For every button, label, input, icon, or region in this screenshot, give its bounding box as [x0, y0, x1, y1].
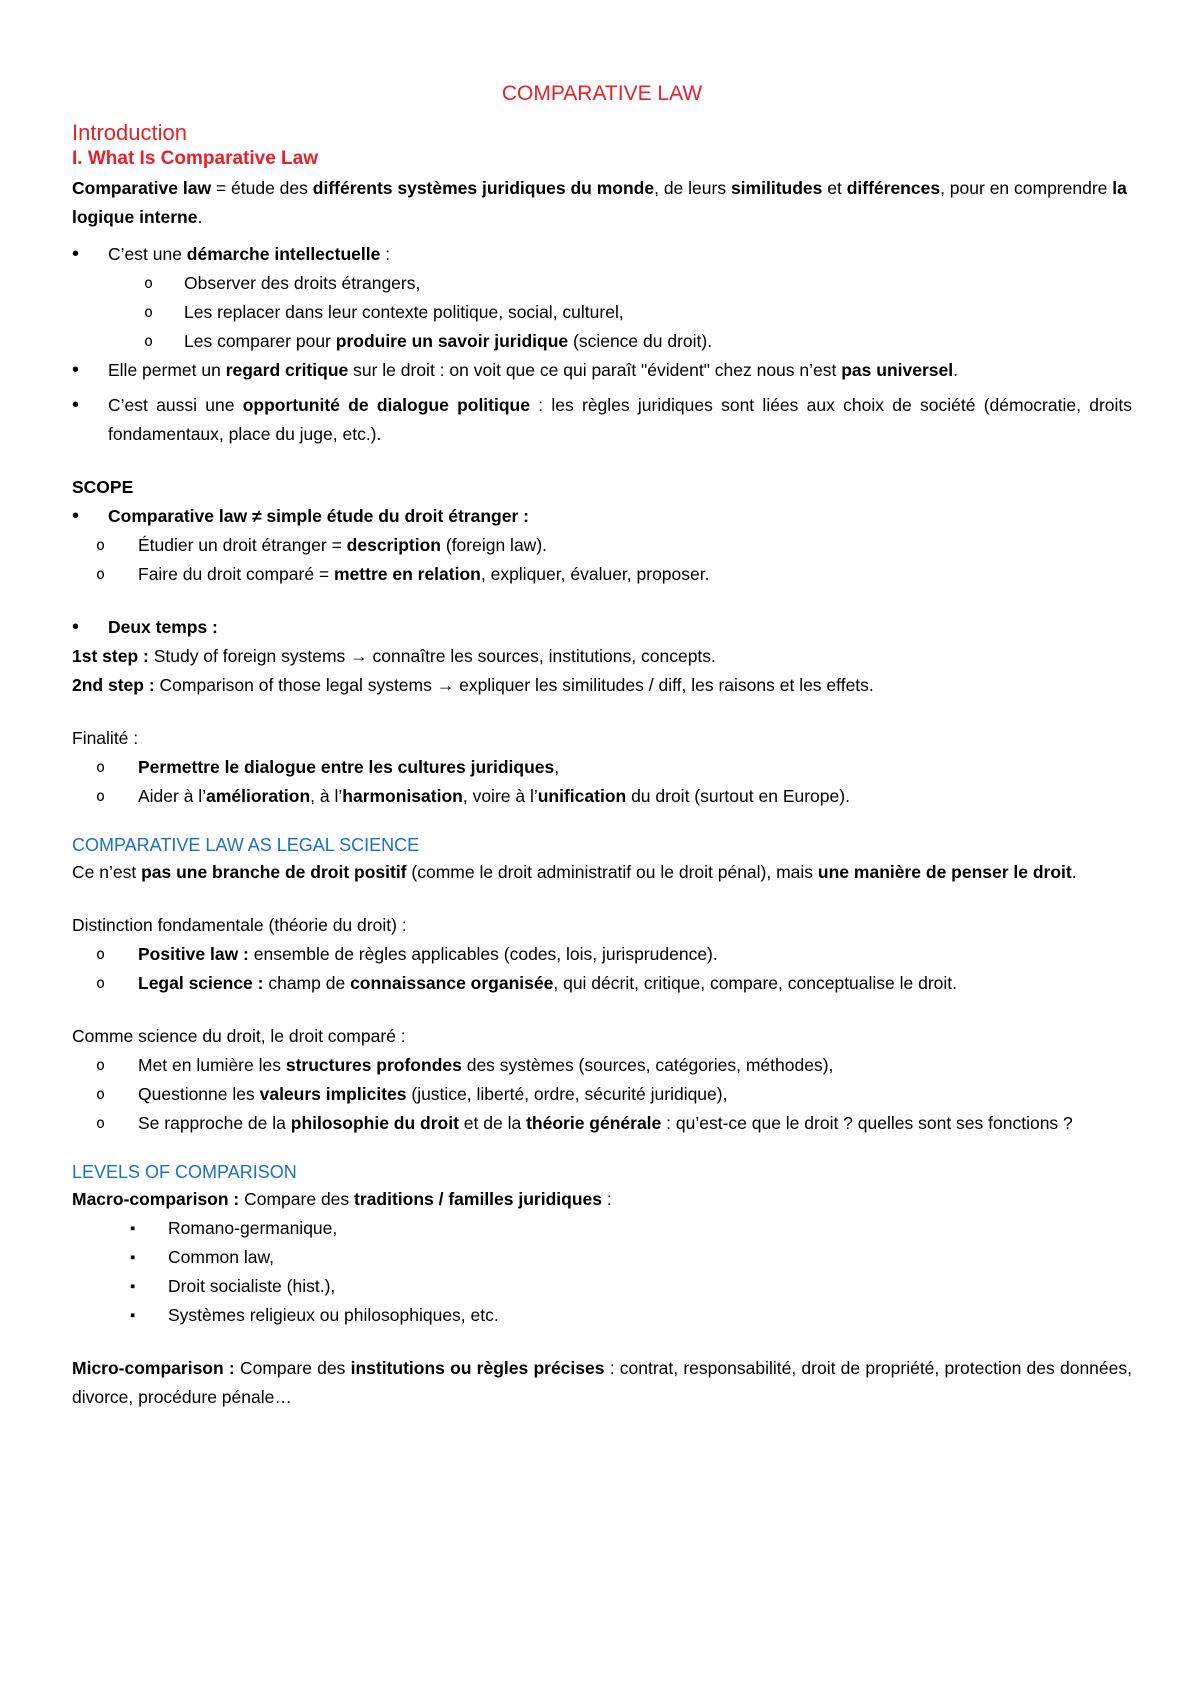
document-content: [72, 72, 1132, 1412]
intro-subheading: I. What Is Comparative Law: [72, 148, 318, 169]
list-item: o Les replacer dans leur contexte politique, social, culturel,: [72, 298, 1132, 327]
distinction-list: [72, 940, 1132, 998]
list-item: • Deux temps :: [72, 613, 1132, 642]
list-item: o Observer des droits étrangers,: [72, 269, 1132, 298]
science-list: [72, 1051, 1132, 1138]
list-item: ▪ Droit socialiste (hist.),: [72, 1272, 1132, 1301]
list-item: o Étudier un droit étranger = description (foreign law).: [72, 531, 1132, 560]
intro-bullet-list: [72, 240, 1132, 449]
list-item: ▪ Systèmes religieux ou philosophiques, etc.: [72, 1301, 1132, 1330]
finalite-label: Finalité :: [72, 728, 139, 748]
definition-paragraph: Comparative law = étude des différents systèmes juridiques du monde, de leurs similitudes et différences, pour en comprendre la logique interne.: [72, 178, 1127, 227]
list-item: • C’est une démarche intellectuelle :: [72, 240, 1132, 269]
list-item: o Se rapproche de la philosophie du droit et de la théorie générale : qu’est-ce que le droit ? quelles sont ses fonctions ?: [72, 1109, 1132, 1138]
list-item: o Les comparer pour produire un savoir juridique (science du droit).: [72, 327, 1132, 356]
list-item: o Aider à l’amélioration, à l’harmonisation, voire à l’unification du droit (surtout en Europe).: [72, 782, 1132, 811]
micro-comparison: Micro-comparison : Compare des institutions ou règles précises : contrat, responsabilité, droit de propriété, protection des données, divorce, procédure pénale…: [72, 1358, 1132, 1407]
finalite-list: [72, 753, 1132, 811]
distinction-label: Distinction fondamentale (théorie du droit) :: [72, 915, 407, 935]
list-item: • Elle permet un regard critique sur le droit : on voit que ce qui paraît "évident" chez nous n’est pas universel.: [72, 356, 1132, 385]
levels-heading: LEVELS OF COMPARISON: [72, 1162, 297, 1182]
macro-comparison: Macro-comparison : Compare des traditions / familles juridiques :: [72, 1189, 612, 1209]
legal-science-paragraph: Ce n’est pas une branche de droit positif (comme le droit administratif ou le droit pénal), mais une manière de penser le droit.: [72, 862, 1077, 882]
intro-heading: Introduction: [72, 120, 187, 145]
step-2: 2nd step : Comparison of those legal systems → expliquer les similitudes / diff, les raisons et les effets.: [72, 675, 874, 695]
scope-steps-list: [72, 613, 1132, 642]
list-item: ▪ Common law,: [72, 1243, 1132, 1272]
legal-science-heading: COMPARATIVE LAW AS LEGAL SCIENCE: [72, 835, 420, 855]
families-list: [72, 1214, 1132, 1330]
list-item: o Faire du droit comparé = mettre en relation, expliquer, évaluer, proposer.: [72, 560, 1132, 589]
list-item: o Questionne les valeurs implicites (justice, liberté, ordre, sécurité juridique),: [72, 1080, 1132, 1109]
list-item: • C’est aussi une opportunité de dialogue politique : les règles juridiques sont liées aux choix de société (démocratie, droits fondamentaux, place du juge, etc.).: [72, 391, 1132, 449]
list-item: ▪ Romano-germanique,: [72, 1214, 1132, 1243]
comme-label: Comme science du droit, le droit comparé :: [72, 1026, 406, 1046]
document-title: COMPARATIVE LAW: [501, 82, 703, 105]
list-item: o Permettre le dialogue entre les cultures juridiques,: [72, 753, 1132, 782]
scope-heading: SCOPE: [72, 477, 134, 497]
list-item: o Met en lumière les structures profondes des systèmes (sources, catégories, méthodes),: [72, 1051, 1132, 1080]
list-item: • Comparative law ≠ simple étude du droit étranger :: [72, 502, 1132, 531]
list-item: o Positive law : ensemble de règles applicables (codes, lois, jurisprudence).: [72, 940, 1132, 969]
step-1: 1st step : Study of foreign systems → connaître les sources, institutions, concepts.: [72, 646, 716, 666]
scope-list: [72, 502, 1132, 589]
list-item: o Legal science : champ de connaissance organisée, qui décrit, critique, compare, conceptualise le droit.: [72, 969, 1132, 998]
